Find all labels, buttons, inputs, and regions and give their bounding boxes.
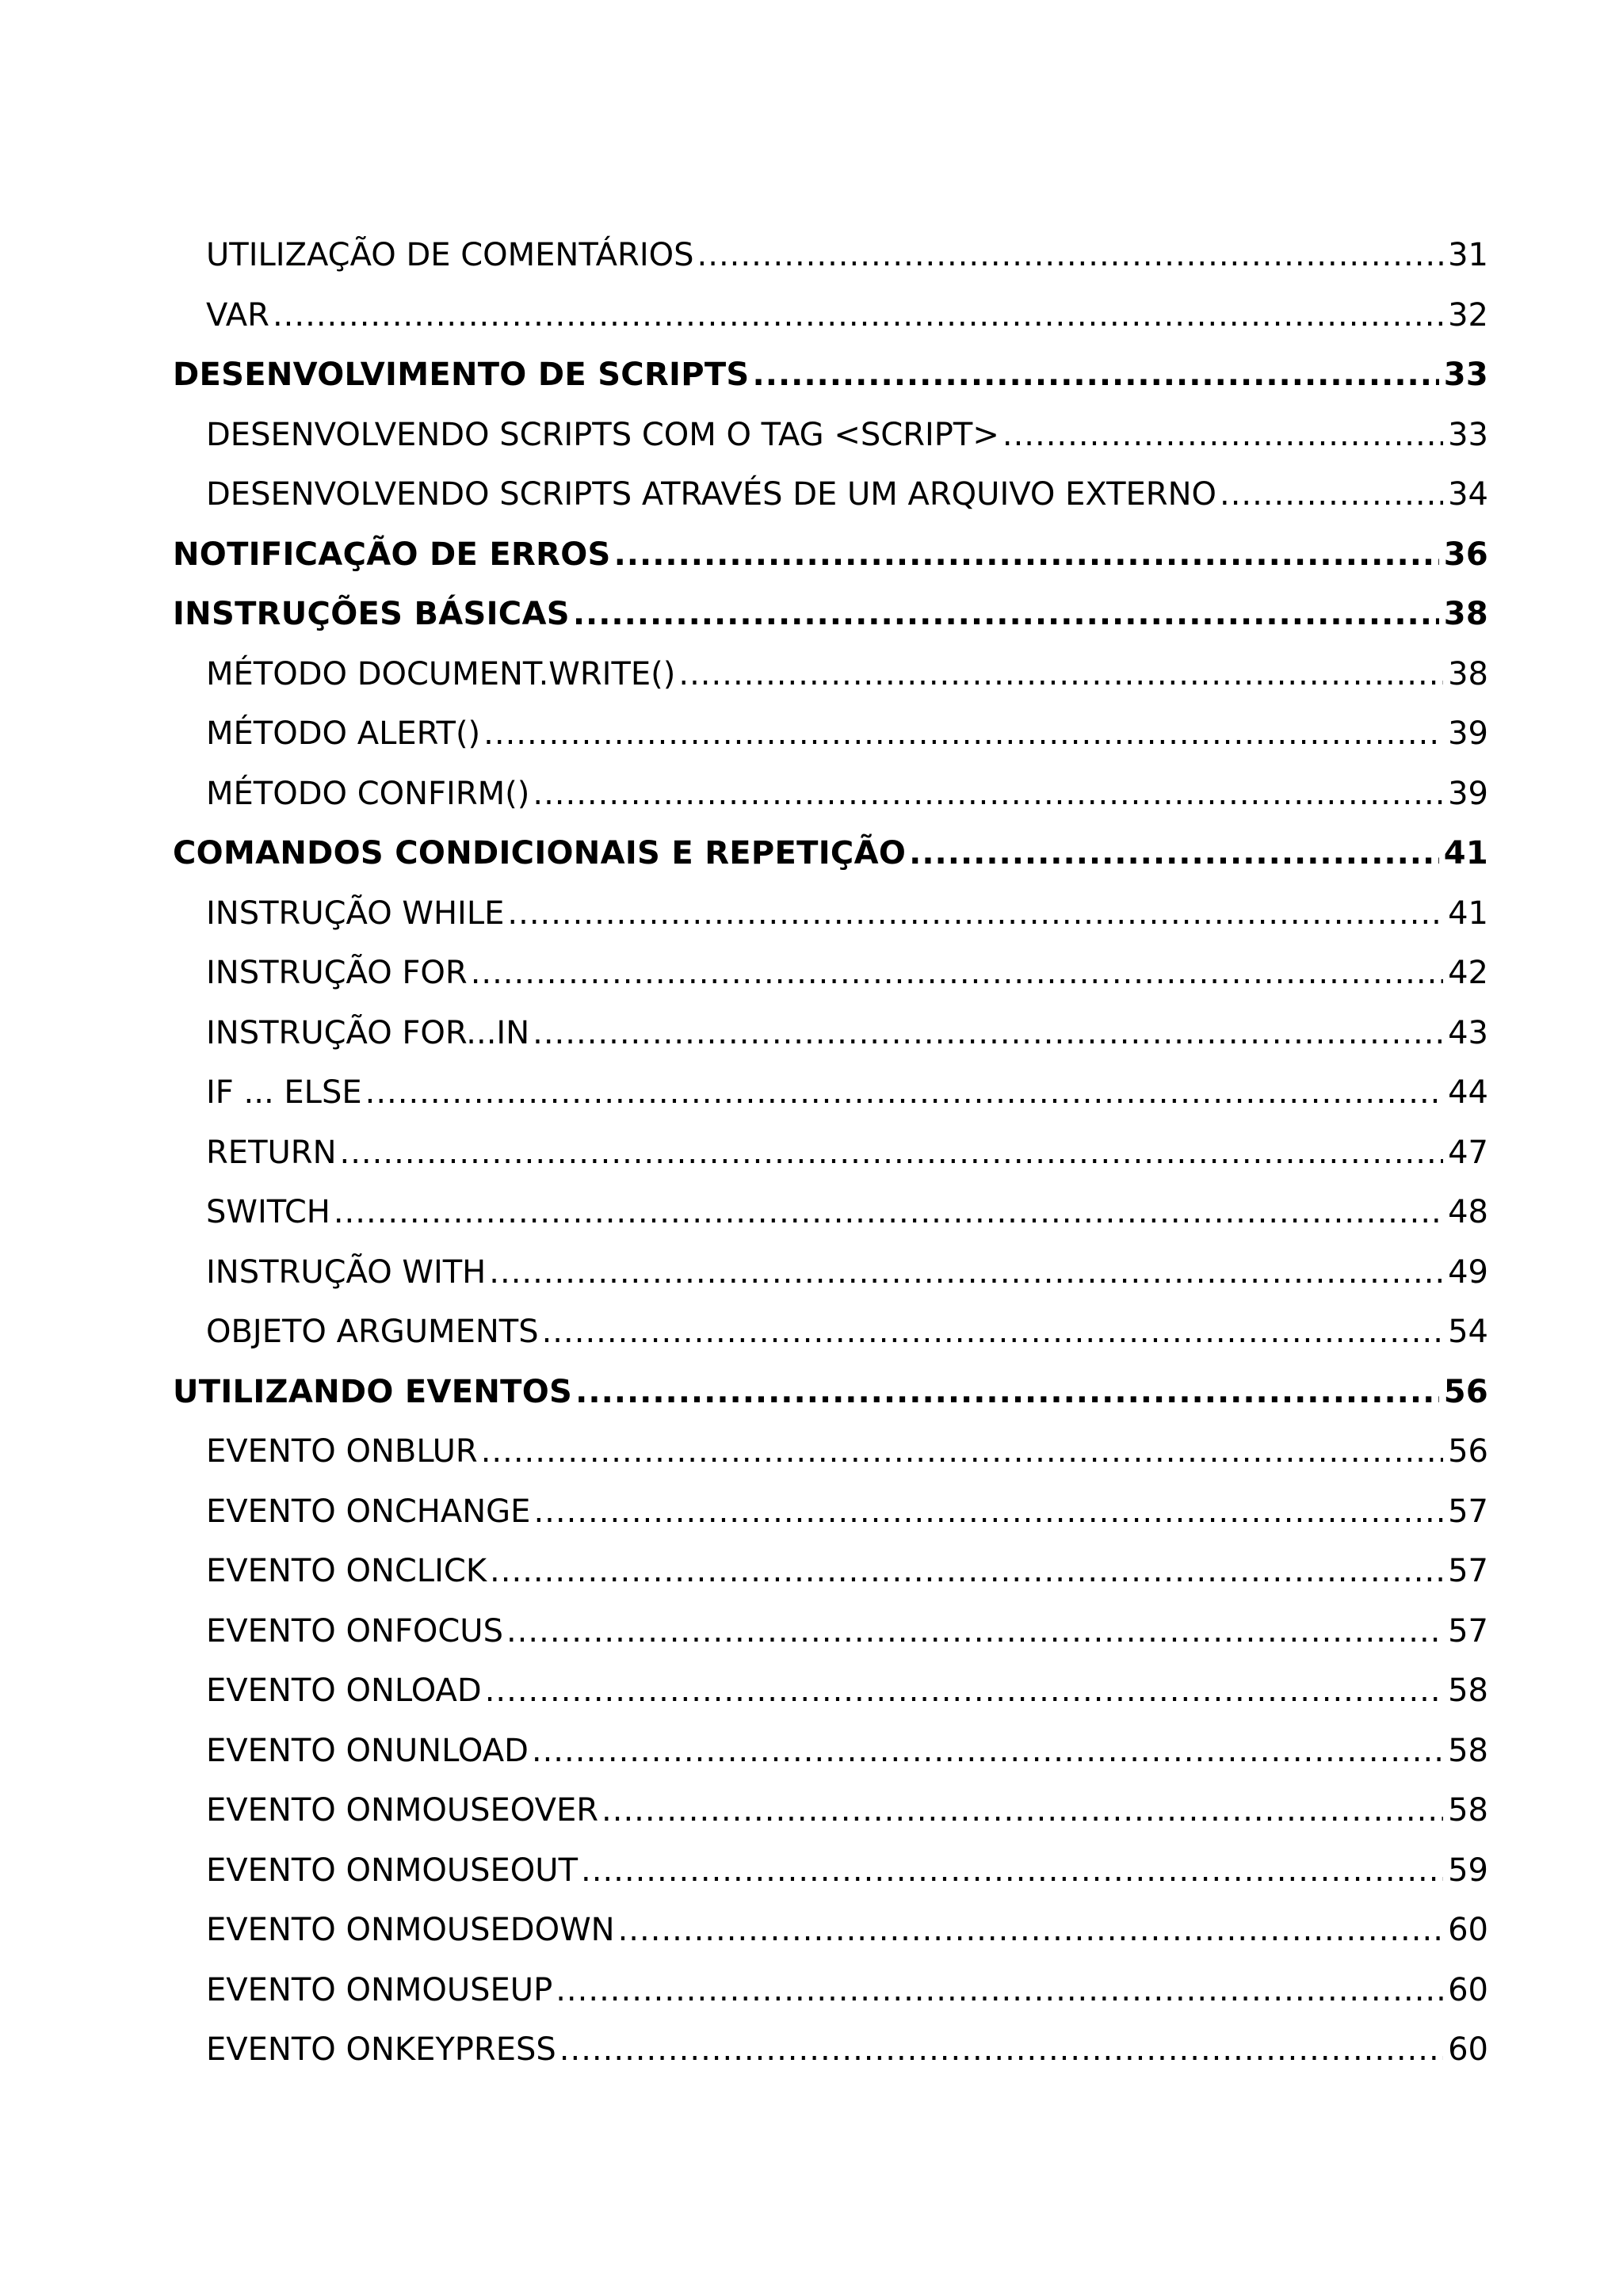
toc-page-number: 33 [1448, 416, 1488, 453]
toc-entry-title: MÉTODO ALERT() [206, 715, 481, 752]
toc-page-number: 57 [1448, 1553, 1488, 1589]
toc-dot-leader [618, 1901, 1444, 1961]
toc-section-entry[interactable] [173, 1363, 1488, 1423]
toc-subsection-entry[interactable] [173, 1004, 1488, 1064]
toc-page-number: 41 [1443, 835, 1488, 871]
toc-subsection-entry[interactable] [173, 1302, 1488, 1363]
toc-entry-title: NOTIFICAÇÃO DE ERROS [173, 536, 611, 573]
toc-dot-leader [601, 1781, 1443, 1841]
toc-page-number: 38 [1443, 596, 1488, 632]
toc-entry-title: MÉTODO DOCUMENT.WRITE() [206, 655, 676, 692]
toc-dot-leader [340, 1123, 1444, 1184]
toc-subsection-entry[interactable] [173, 226, 1488, 286]
toc-page-number: 44 [1448, 1074, 1488, 1111]
toc-page-number: 43 [1448, 1014, 1488, 1051]
toc-dot-leader [334, 1183, 1443, 1243]
toc-dot-leader [481, 1422, 1443, 1482]
toc-dot-leader [575, 1363, 1439, 1423]
toc-dot-leader [573, 585, 1439, 645]
toc-dot-leader [507, 884, 1443, 944]
toc-subsection-entry[interactable] [173, 1841, 1488, 1901]
toc-dot-leader [483, 704, 1443, 765]
toc-subsection-entry[interactable] [173, 1661, 1488, 1722]
toc-dot-leader [471, 944, 1443, 1004]
toc-page-number: 60 [1448, 1912, 1488, 1948]
toc-dot-leader [542, 1302, 1444, 1363]
toc-entry-title: MÉTODO CONFIRM() [206, 775, 530, 812]
toc-entry-title: DESENVOLVIMENTO DE SCRIPTS [173, 357, 750, 393]
toc-entry-title: INSTRUÇÕES BÁSICAS [173, 596, 570, 632]
toc-subsection-entry[interactable] [173, 1542, 1488, 1602]
toc-subsection-entry[interactable] [173, 1482, 1488, 1543]
toc-subsection-entry[interactable] [173, 1183, 1488, 1243]
toc-dot-leader [1002, 406, 1443, 466]
toc-subsection-entry[interactable] [173, 1781, 1488, 1841]
toc-page-number: 36 [1443, 536, 1488, 573]
toc-dot-leader [1220, 465, 1443, 525]
toc-entry-title: EVENTO ONUNLOAD [206, 1732, 529, 1769]
toc-entry-title: EVENTO ONMOUSEDOWN [206, 1912, 615, 1948]
toc-page-number: 60 [1448, 2031, 1488, 2068]
toc-dot-leader [533, 765, 1443, 825]
toc-dot-leader [532, 1722, 1443, 1782]
toc-entry-title: INSTRUÇÃO WITH [206, 1253, 487, 1291]
toc-page-number: 58 [1448, 1672, 1488, 1709]
toc-dot-leader [273, 286, 1443, 346]
toc-dot-leader [678, 645, 1443, 705]
toc-entry-title: UTILIZANDO EVENTOS [173, 1373, 573, 1410]
toc-subsection-entry[interactable] [173, 1961, 1488, 2021]
toc-entry-title: DESENVOLVENDO SCRIPTS ATRAVÉS DE UM ARQUIVO EXTERNO [206, 476, 1216, 513]
toc-dot-leader [753, 345, 1439, 406]
toc-dot-leader [559, 2020, 1443, 2081]
toc-entry-title: INSTRUÇÃO FOR [206, 955, 468, 991]
toc-page-number: 47 [1448, 1134, 1488, 1171]
toc-entry-title: INSTRUÇÃO WHILE [206, 894, 505, 932]
toc-dot-leader [581, 1841, 1443, 1901]
toc-entry-title: EVENTO ONMOUSEOUT [206, 1852, 579, 1889]
toc-entry-title: DESENVOLVENDO SCRIPTS COM O TAG <SCRIPT> [206, 416, 999, 453]
toc-entry-title: EVENTO ONMOUSEUP [206, 1971, 553, 2008]
toc-subsection-entry[interactable] [173, 944, 1488, 1004]
toc-entry-title: EVENTO ONCLICK [206, 1553, 487, 1589]
toc-subsection-entry[interactable] [173, 2020, 1488, 2081]
toc-page-number: 32 [1448, 296, 1488, 334]
toc-section-entry[interactable] [173, 585, 1488, 645]
table-of-contents [173, 226, 1488, 2081]
toc-page-number: 38 [1448, 655, 1488, 692]
toc-entry-title: EVENTO ONKEYPRESS [206, 2031, 556, 2068]
toc-dot-leader [556, 1961, 1443, 2021]
toc-subsection-entry[interactable] [173, 465, 1488, 525]
toc-subsection-entry[interactable] [173, 645, 1488, 705]
toc-dot-leader [533, 1482, 1443, 1543]
toc-entry-title: EVENTO ONBLUR [206, 1433, 478, 1470]
toc-subsection-entry[interactable] [173, 406, 1488, 466]
toc-entry-title: EVENTO ONFOCUS [206, 1612, 503, 1650]
toc-entry-title: VAR [206, 296, 269, 334]
toc-dot-leader [489, 1243, 1443, 1303]
toc-dot-leader [614, 525, 1439, 585]
toc-subsection-entry[interactable] [173, 765, 1488, 825]
toc-entry-title: INSTRUÇÃO FOR...IN [206, 1014, 530, 1051]
toc-page-number: 31 [1448, 237, 1488, 273]
toc-subsection-entry[interactable] [173, 1901, 1488, 1961]
toc-subsection-entry[interactable] [173, 704, 1488, 765]
toc-dot-leader [697, 226, 1444, 286]
toc-page-number: 60 [1448, 1971, 1488, 2008]
toc-page-number: 49 [1448, 1253, 1488, 1291]
toc-subsection-entry[interactable] [173, 1602, 1488, 1662]
toc-page-number: 42 [1448, 955, 1488, 991]
toc-page-number: 48 [1448, 1194, 1488, 1230]
toc-subsection-entry[interactable] [173, 1123, 1488, 1184]
toc-subsection-entry[interactable] [173, 1063, 1488, 1123]
toc-subsection-entry[interactable] [173, 286, 1488, 346]
toc-page-number: 58 [1448, 1792, 1488, 1829]
toc-entry-title: OBJETO ARGUMENTS [206, 1314, 539, 1350]
toc-page-number: 39 [1448, 775, 1488, 812]
toc-page-number: 56 [1448, 1433, 1488, 1470]
toc-dot-leader [485, 1661, 1443, 1722]
toc-subsection-entry[interactable] [173, 1422, 1488, 1482]
toc-dot-leader [490, 1542, 1443, 1602]
toc-entry-title: EVENTO ONMOUSEOVER [206, 1792, 599, 1829]
toc-page-number: 34 [1448, 476, 1488, 513]
toc-section-entry[interactable] [173, 525, 1488, 585]
toc-section-entry[interactable] [173, 345, 1488, 406]
toc-dot-leader [909, 824, 1439, 884]
toc-page-number: 33 [1443, 357, 1488, 393]
toc-dot-leader [365, 1063, 1443, 1123]
toc-entry-title: SWITCH [206, 1194, 330, 1230]
toc-page-number: 56 [1443, 1373, 1488, 1410]
toc-entry-title: RETURN [206, 1134, 337, 1171]
toc-entry-title: IF ... ELSE [206, 1074, 362, 1111]
toc-page-number: 54 [1448, 1314, 1488, 1350]
toc-page-number: 57 [1448, 1493, 1488, 1530]
toc-section-entry[interactable] [173, 824, 1488, 884]
toc-page-number: 58 [1448, 1732, 1488, 1769]
toc-page-number: 41 [1448, 894, 1488, 932]
toc-dot-leader [533, 1004, 1443, 1064]
toc-page-number: 39 [1448, 715, 1488, 752]
toc-entry-title: EVENTO ONCHANGE [206, 1493, 531, 1530]
toc-page-number: 57 [1448, 1612, 1488, 1650]
toc-subsection-entry[interactable] [173, 884, 1488, 944]
toc-entry-title: COMANDOS CONDICIONAIS E REPETIÇÃO [173, 835, 907, 871]
toc-entry-title: UTILIZAÇÃO DE COMENTÁRIOS [206, 237, 694, 273]
toc-entry-title: EVENTO ONLOAD [206, 1672, 482, 1709]
toc-subsection-entry[interactable] [173, 1722, 1488, 1782]
toc-subsection-entry[interactable] [173, 1243, 1488, 1303]
toc-page-number: 59 [1448, 1852, 1488, 1889]
toc-dot-leader [506, 1602, 1443, 1662]
